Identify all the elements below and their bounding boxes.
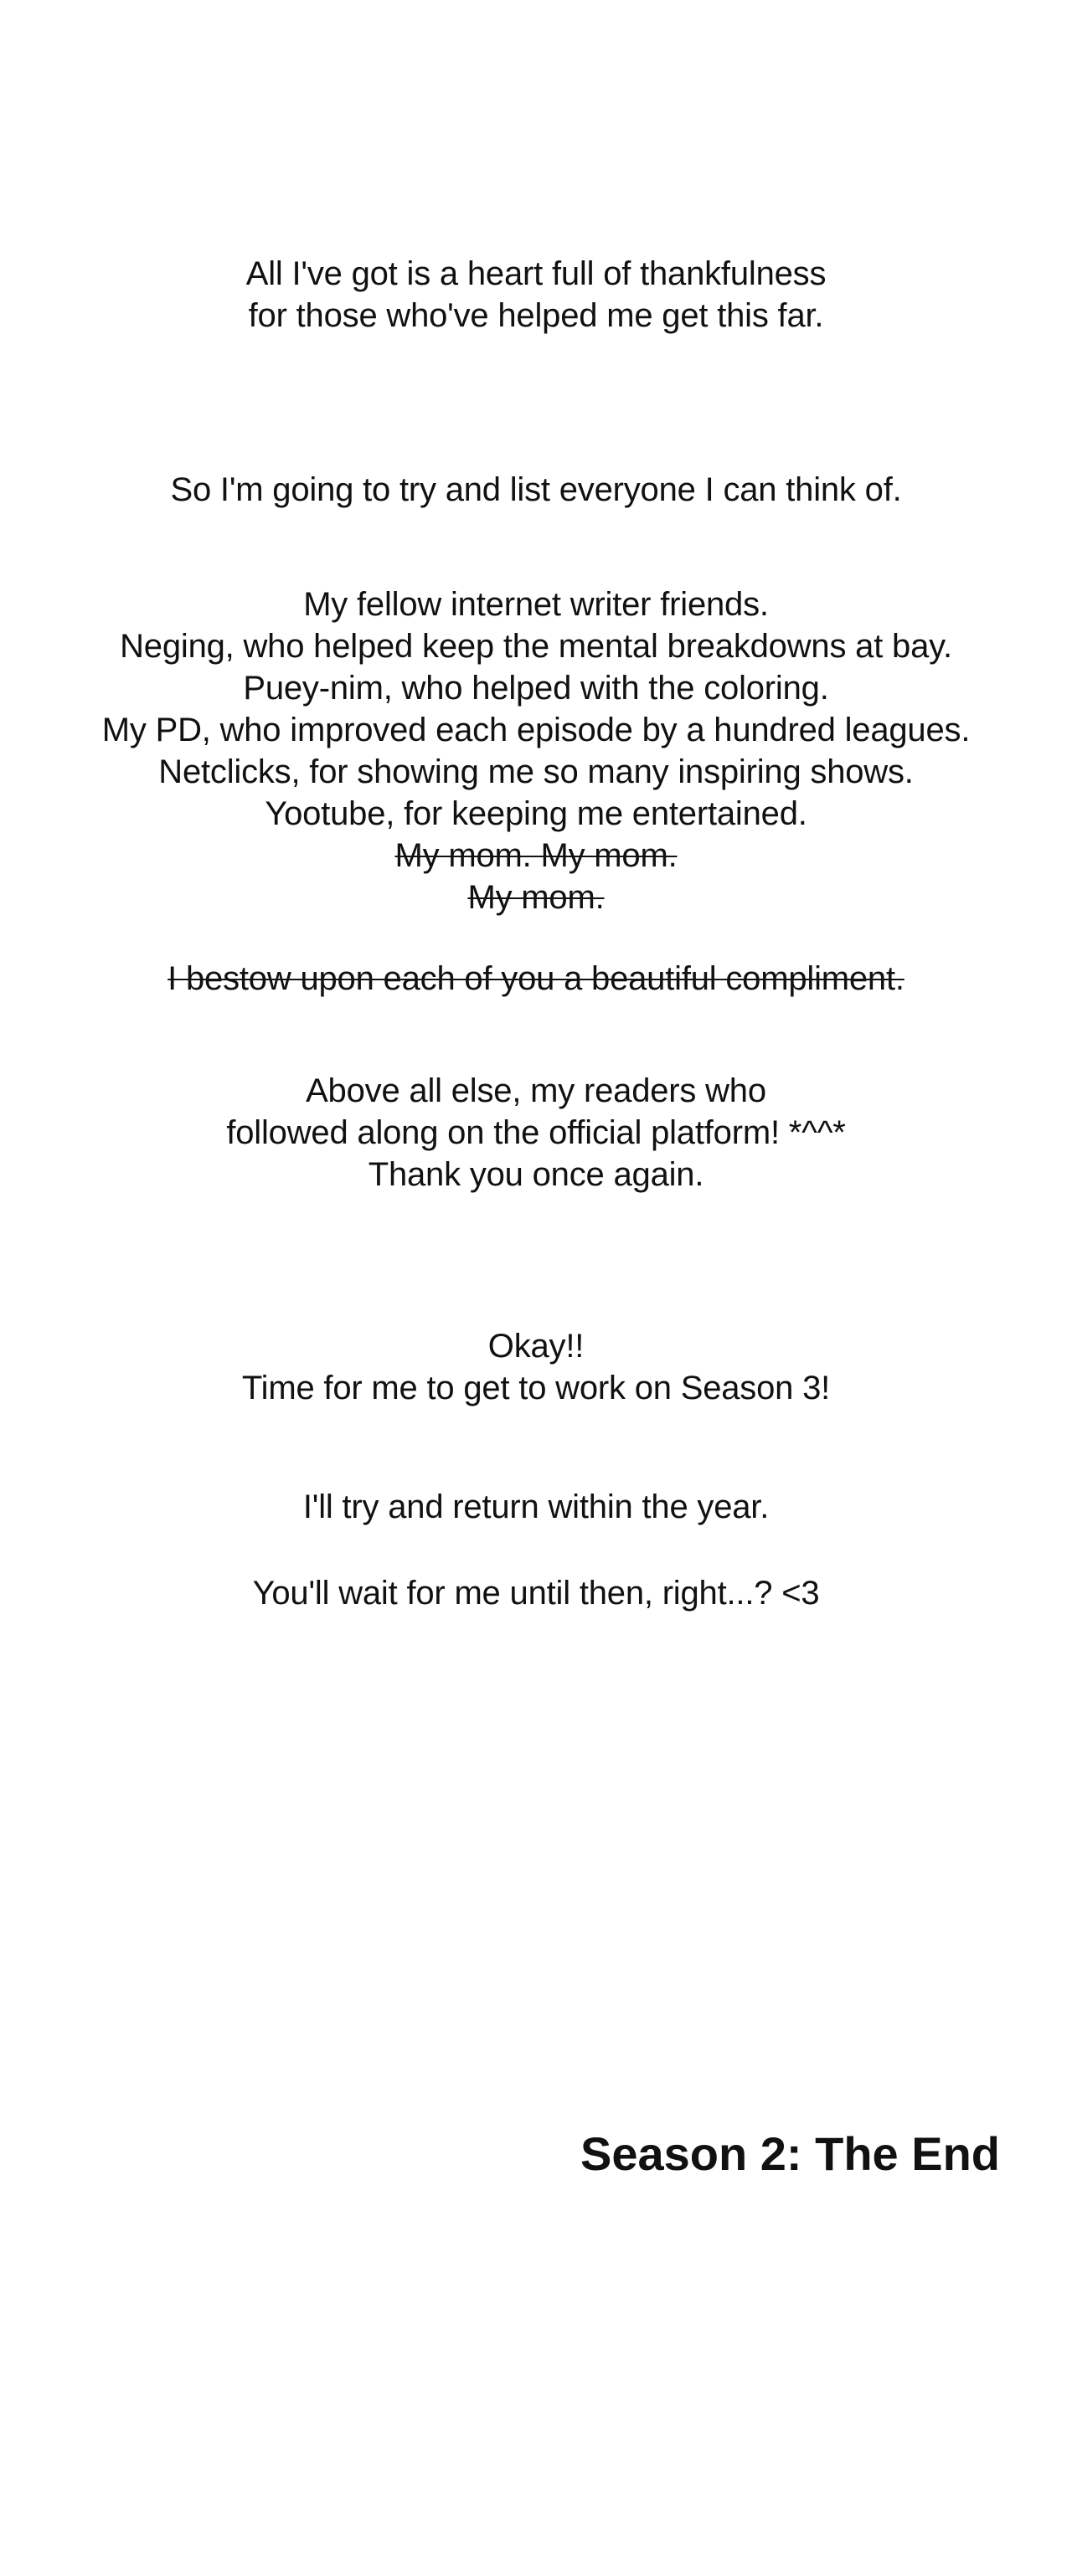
thanks-item: Netclicks, for showing me so many inspiring shows.	[158, 753, 914, 790]
readers-line-1: Above all else, my readers who	[306, 1072, 766, 1109]
thanks-item: Neging, who helped keep the mental breakdowns at bay.	[120, 628, 952, 665]
readers-thanks	[0, 1070, 1072, 1195]
intro-line-1: All I've got is a heart full of thankfulness	[245, 255, 827, 292]
struck-line: My mom.	[467, 879, 605, 916]
next-season-text	[0, 1325, 1072, 1409]
struck-line: My mom. My mom.	[394, 837, 678, 874]
return-note	[0, 1486, 1072, 1528]
next-season-line-1: Okay!!	[487, 1328, 585, 1365]
end-title: Season 2: The End	[580, 2127, 1000, 2180]
list-intro	[0, 469, 1072, 511]
thanks-item: Yootube, for keeping me entertained.	[265, 795, 807, 832]
wait-note	[0, 1572, 1072, 1614]
next-season-line-2: Time for me to get to work on Season 3!	[241, 1370, 831, 1406]
intro-line-2: for those who've helped me get this far.	[248, 297, 824, 334]
compliment-text	[0, 958, 1072, 1000]
compliment-line: I bestow upon each of you a beautiful compliment.	[168, 960, 904, 997]
return-note-line: I'll try and return within the year.	[302, 1489, 770, 1525]
thanks-item: My PD, who improved each episode by a hundred leagues.	[101, 712, 971, 748]
wait-note-line: You'll wait for me until then, right...? <3	[252, 1575, 820, 1612]
readers-line-2: followed along on the official platform! *^^*	[226, 1114, 846, 1151]
readers-line-3: Thank you once again.	[368, 1156, 704, 1193]
thanks-list	[0, 584, 1072, 918]
thanks-item: Puey-nim, who helped with the coloring.	[243, 670, 829, 707]
list-intro-line: So I'm going to try and list everyone I can think of.	[170, 471, 902, 508]
thanks-item: My fellow internet writer friends.	[303, 586, 769, 623]
intro-text	[0, 253, 1072, 337]
